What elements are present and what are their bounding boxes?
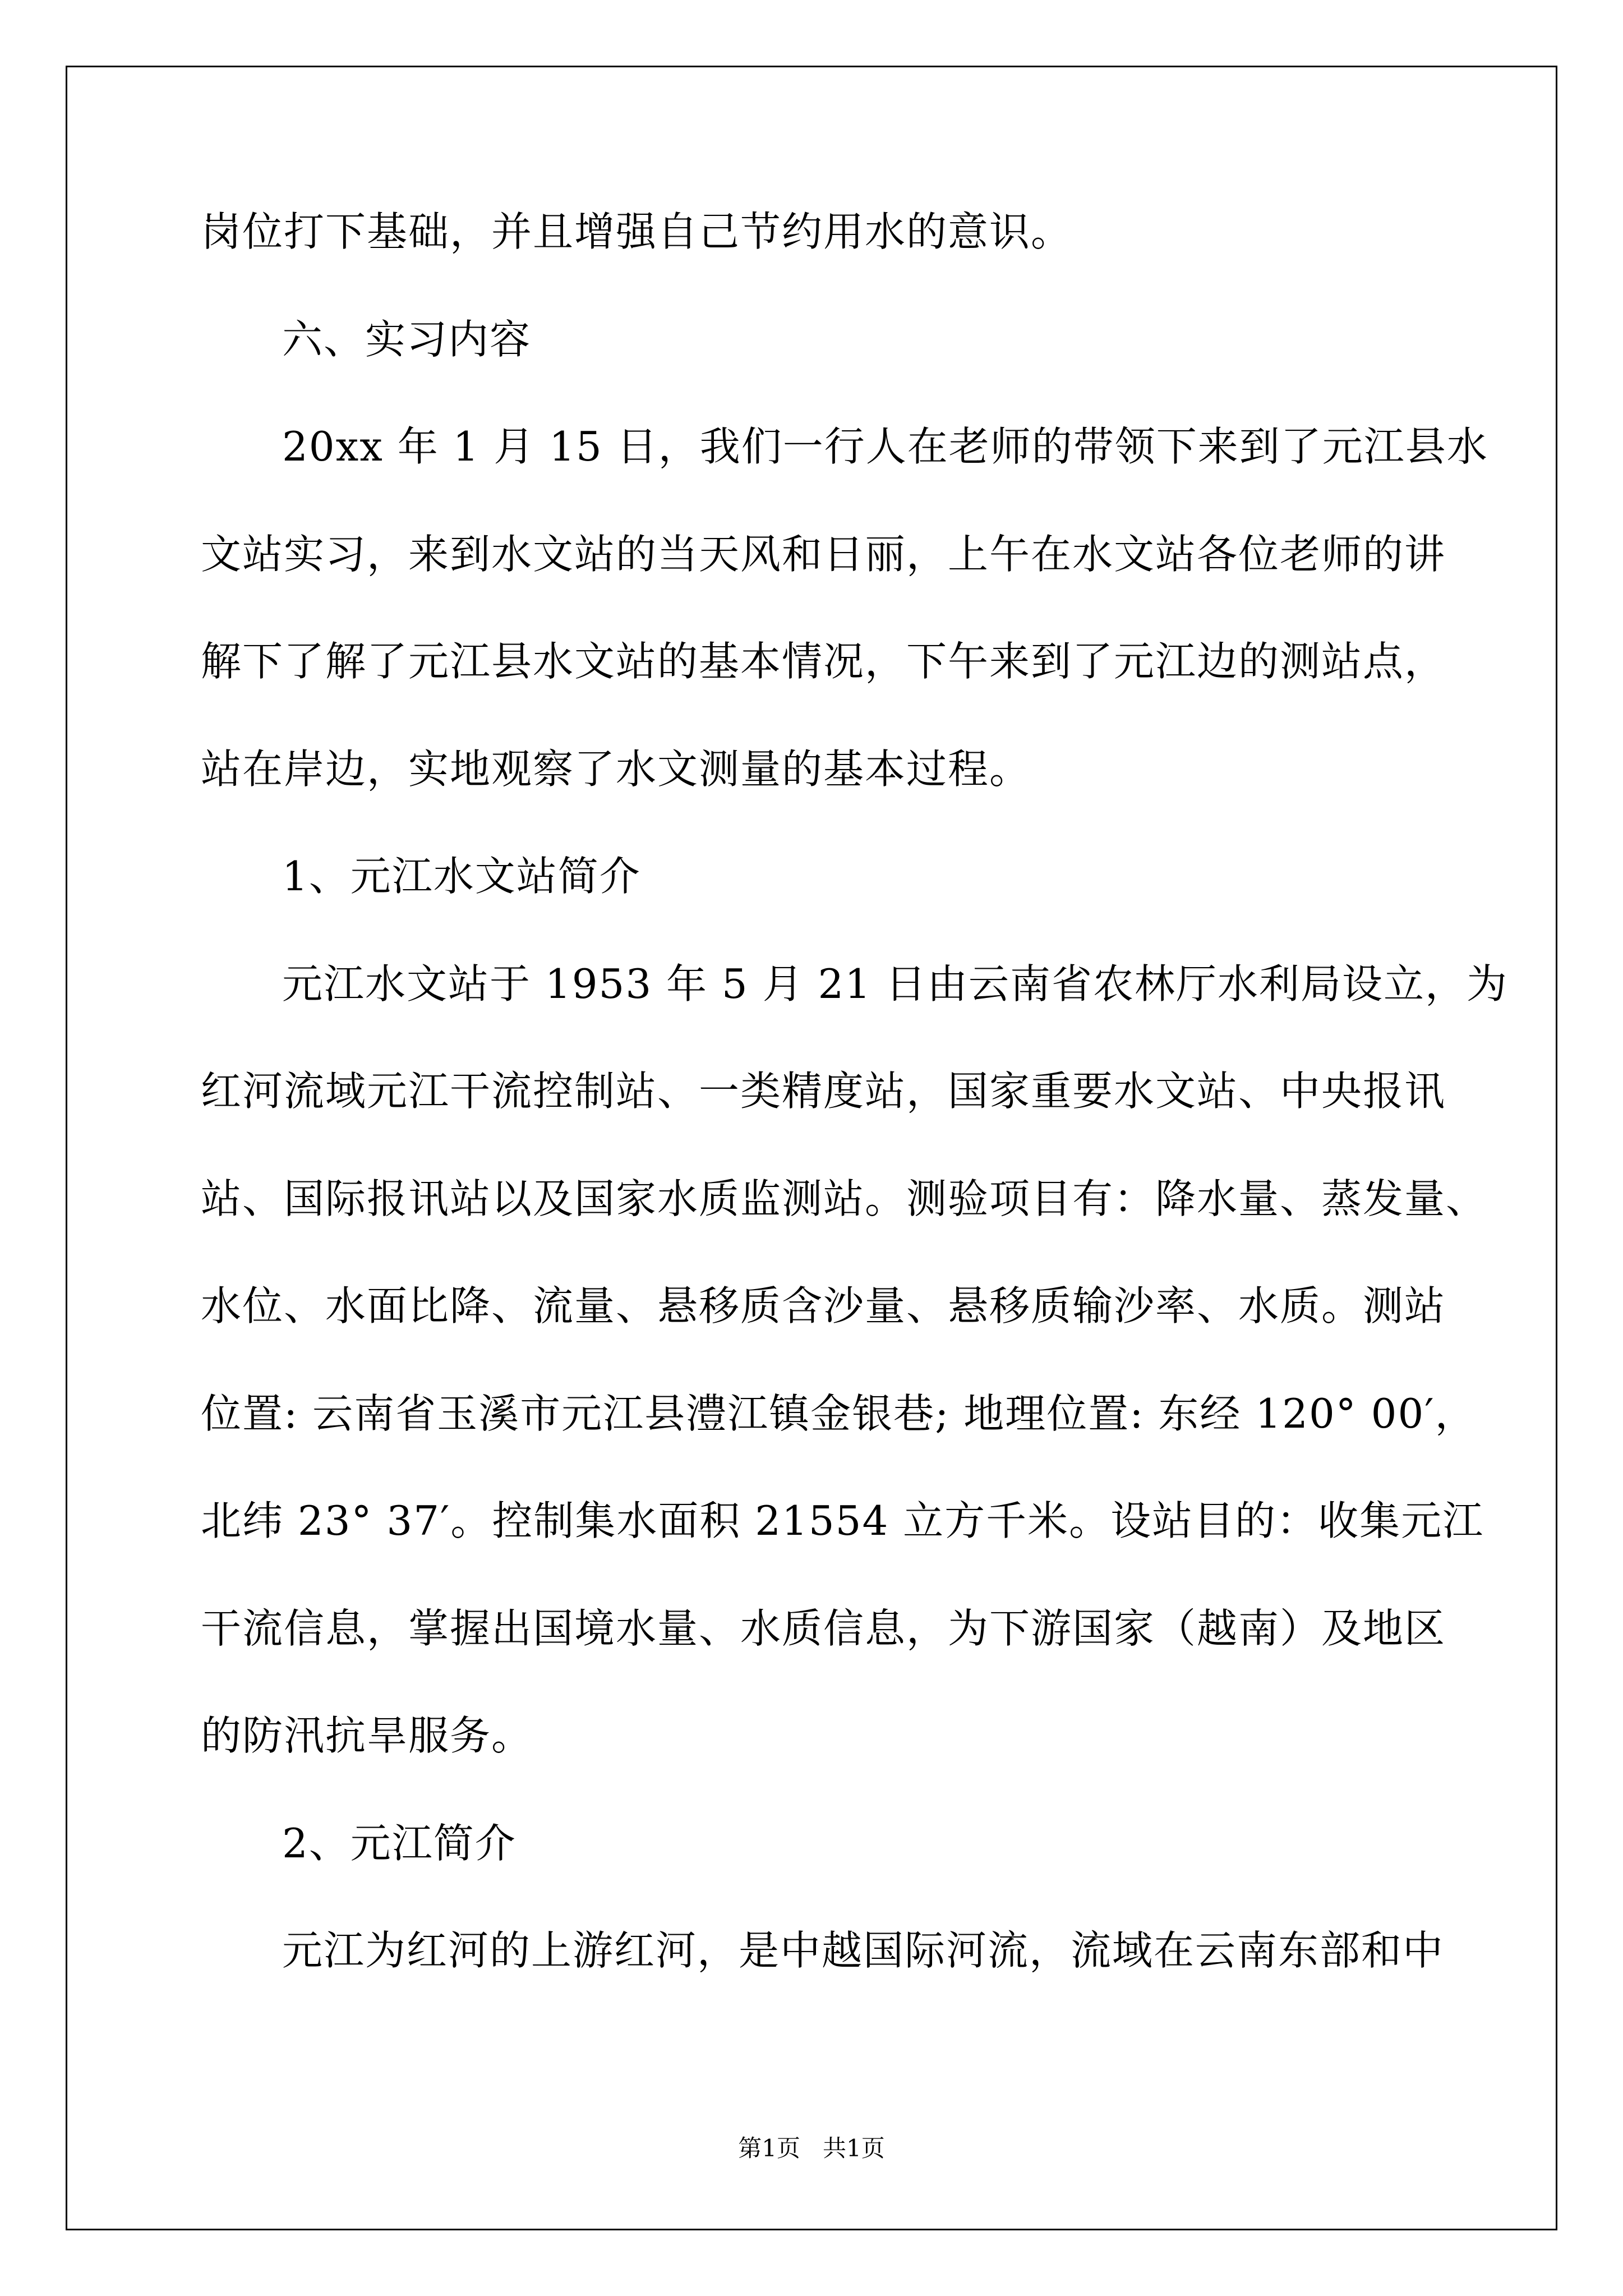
paragraph-line: 站在岸边，实地观察了水文测量的基本过程。 — [201, 746, 1031, 793]
page-footer: 第1页 共1页 — [738, 2134, 885, 2162]
paragraph-line: 解下了解了元江县水文站的基本情况，下午来到了元江边的测站点， — [201, 638, 1446, 685]
paragraph-line: 20xx 年 1 月 15 日，我们一行人在老师的带领下来到了元江县水 — [282, 423, 1488, 470]
paragraph-line: 的防汛抗旱服务。 — [201, 1712, 533, 1759]
section-heading: 六、实习内容 — [282, 316, 532, 363]
paragraph-line: 干流信息，掌握出国境水量、水质信息，为下游国家（越南）及地区 — [201, 1605, 1446, 1652]
subsection-heading: 2、元江简介 — [282, 1820, 517, 1867]
paragraph-line: 北纬 23° 37′。控制集水面积 21554 立方千米。设站目的：收集元江 — [201, 1497, 1484, 1544]
paragraph-line: 站、国际报讯站以及国家水质监测站。测验项目有：降水量、蒸发量、 — [201, 1175, 1488, 1222]
paragraph-line: 元江水文站于 1953 年 5 月 21 日由云南省农林厅水利局设立，为 — [282, 960, 1508, 1007]
paragraph-line: 岗位打下基础，并且增强自己节约用水的意识。 — [201, 208, 1073, 255]
paragraph-line: 红河流域元江干流控制站、一类精度站，国家重要水文站、中央报讯 — [201, 1068, 1446, 1115]
page-border — [66, 66, 1557, 2230]
paragraph-line: 位置: 云南省玉溪市元江县澧江镇金银巷; 地理位置: 东经 120° 00′， — [201, 1390, 1477, 1437]
paragraph-line: 元江为红河的上游红河，是中越国际河流，流域在云南东部和中 — [282, 1927, 1445, 1974]
paragraph-line: 文站实习，来到水文站的当天风和日丽，上午在水文站各位老师的讲 — [201, 531, 1446, 578]
subsection-heading: 1、元江水文站简介 — [282, 853, 641, 900]
paragraph-line: 水位、水面比降、流量、悬移质含沙量、悬移质输沙率、水质。测站 — [201, 1282, 1446, 1329]
